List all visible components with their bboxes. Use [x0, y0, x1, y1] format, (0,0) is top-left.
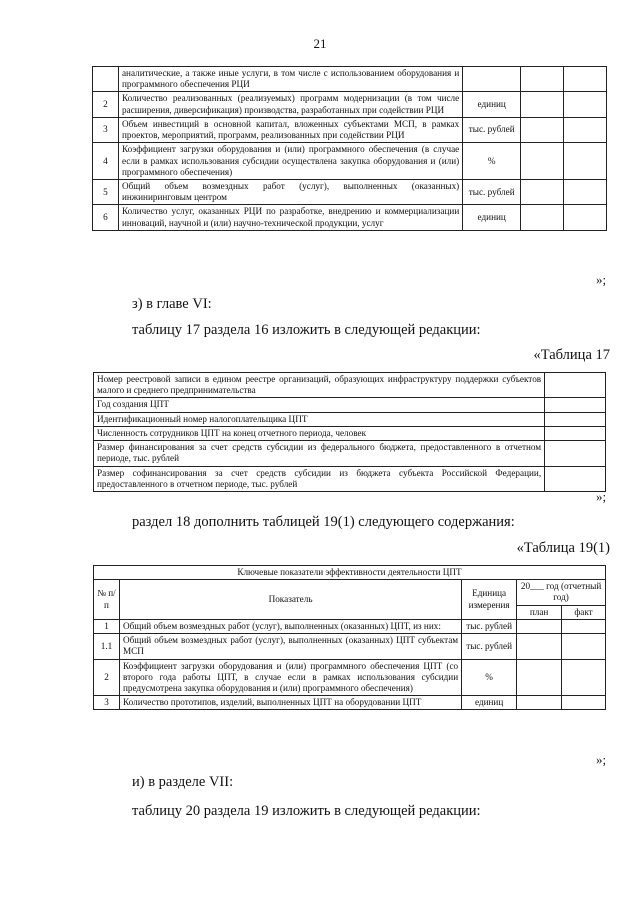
table-row [94, 619, 606, 633]
row-text: Коэффициент загрузки оборудования и (или) программного обеспечения ЦПТ (со второго года работы ЦПТ, в случае если в рамках использования субсидии предусмотрена закупка оборудования и (или) программного обеспечения) [119, 659, 461, 696]
table-continuation [92, 66, 607, 231]
row-unit: % [462, 659, 517, 696]
row-text: Год создания ЦПТ [94, 398, 545, 412]
empty-cell [564, 205, 607, 230]
header-indicator: Показатель [119, 580, 461, 620]
table-row [94, 696, 606, 710]
empty-cell [521, 205, 564, 230]
row-unit: тыс. рублей [463, 179, 521, 204]
table-row [94, 412, 606, 426]
table-caption-row [94, 566, 606, 580]
row-number: 1.1 [94, 634, 120, 659]
row-text: Коэффициент загрузки оборудования и (или) программного обеспечения (в случае если в рамках использования субсидии осуществлена закупка оборудования и (или) программного обеспечения) [118, 143, 462, 180]
row-unit: единиц [462, 696, 517, 710]
row-text: Номер реестровой записи в едином реестре организаций, образующих инфраструктуру поддержки субъектов малого и среднего предпринимательства [94, 373, 545, 398]
empty-cell [517, 619, 562, 633]
table-19-1 [93, 565, 606, 710]
table-17 [93, 372, 606, 492]
table-row [93, 67, 607, 92]
table-header-row [94, 580, 606, 605]
closing-quote: »; [596, 489, 607, 504]
row-text: Размер софинансирования за счет средств субсидии из бюджета субъекта Российской Федерации, предоставленного в отчетном периоде, тыс. рублей [94, 466, 545, 491]
row-text: Идентификационный номер налогоплательщика ЦПТ [94, 412, 545, 426]
header-number: № п/п [94, 580, 120, 620]
row-number: 3 [94, 696, 120, 710]
empty-cell [545, 441, 606, 466]
row-number: 2 [93, 92, 119, 117]
header-unit: Единица измерения [462, 580, 517, 620]
empty-cell [562, 659, 606, 696]
row-number [93, 67, 119, 92]
header-plan: план [517, 605, 562, 619]
row-text: Количество прототипов, изделий, выполненных ЦПТ на оборудовании ЦПТ [119, 696, 461, 710]
row-unit: тыс. рублей [462, 634, 517, 659]
empty-cell [521, 179, 564, 204]
row-number: 4 [93, 143, 119, 180]
empty-cell [521, 143, 564, 180]
empty-cell [564, 92, 607, 117]
empty-cell [545, 426, 606, 440]
empty-cell [545, 398, 606, 412]
table-row [93, 179, 607, 204]
table-row [94, 373, 606, 398]
empty-cell [564, 67, 607, 92]
row-text: Общий объем возмездных работ (услуг), выполненных (оказанных) ЦПТ субъектам МСП [119, 634, 461, 659]
row-unit: единиц [463, 92, 521, 117]
table17-label: «Таблица 17 [533, 347, 610, 363]
row-unit: % [463, 143, 521, 180]
table-row [94, 441, 606, 466]
table-row [93, 117, 607, 142]
row-text: Общий объем возмездных работ (услуг), выполненных (оказанных) инжиниринговым центром [118, 179, 462, 204]
empty-cell [564, 117, 607, 142]
table-caption: Ключевые показатели эффективности деятельности ЦПТ [94, 566, 606, 580]
empty-cell [564, 179, 607, 204]
table19-label: «Таблица 19(1) [516, 540, 610, 556]
page-number: 21 [313, 36, 327, 51]
row-number: 6 [93, 205, 119, 230]
table-row [93, 143, 607, 180]
empty-cell [562, 634, 606, 659]
paragraph-i: и) в разделе VII: [132, 774, 234, 790]
row-text: Количество реализованных (реализуемых) программ модернизации (в том числе расширения, диверсификация) производства, разработанных при содействии РЦИ [118, 92, 462, 117]
empty-cell [562, 619, 606, 633]
row-unit: тыс. рублей [463, 117, 521, 142]
closing-quote: »; [596, 272, 607, 287]
row-text: аналитические, а также иные услуги, в том числе с использованием оборудования и программного обеспечения РЦИ [118, 67, 462, 92]
row-unit [463, 67, 521, 92]
empty-cell [562, 696, 606, 710]
empty-cell [521, 117, 564, 142]
empty-cell [517, 634, 562, 659]
row-text: Количество услуг, оказанных РЦИ по разработке, внедрению и коммерциализации инноваций, научной и (или) научно-технической продукции, услуг [118, 205, 462, 230]
paragraph-table17: таблицу 17 раздела 16 изложить в следующей редакции: [132, 322, 481, 338]
paragraph-section18: раздел 18 дополнить таблицей 19(1) следующего содержания: [132, 514, 515, 530]
row-text: Общий объем возмездных работ (услуг), выполненных (оказанных) ЦПТ, из них: [119, 619, 461, 633]
table-row [94, 659, 606, 696]
row-number: 2 [94, 659, 120, 696]
row-text: Размер финансирования за счет средств субсидии из федерального бюджета, предоставленного в отчетном периоде, тыс. рублей [94, 441, 545, 466]
row-unit: единиц [463, 205, 521, 230]
row-text: Численность сотрудников ЦПТ на конец отчетного периода, человек [94, 426, 545, 440]
table-row [94, 398, 606, 412]
header-year: 20___ год (отчетный год) [517, 580, 606, 605]
empty-cell [517, 659, 562, 696]
empty-cell [521, 92, 564, 117]
paragraph-z: з) в главе VI: [132, 296, 212, 312]
header-fact: факт [562, 605, 606, 619]
row-unit: тыс. рублей [462, 619, 517, 633]
table-row [93, 205, 607, 230]
table-row [94, 466, 606, 491]
row-number: 3 [93, 117, 119, 142]
empty-cell [517, 696, 562, 710]
empty-cell [545, 373, 606, 398]
table-row [94, 426, 606, 440]
paragraph-table20: таблицу 20 раздела 19 изложить в следующей редакции: [132, 803, 481, 819]
row-number: 5 [93, 179, 119, 204]
empty-cell [545, 466, 606, 491]
table-row [93, 92, 607, 117]
empty-cell [521, 67, 564, 92]
table-row [94, 634, 606, 659]
empty-cell [564, 143, 607, 180]
empty-cell [545, 412, 606, 426]
row-number: 1 [94, 619, 120, 633]
closing-quote: »; [596, 752, 607, 767]
row-text: Объем инвестиций в основной капитал, вложенных субъектами МСП, в рамках проектов, мероприятий, программ, реализованных при содействии РЦИ [118, 117, 462, 142]
